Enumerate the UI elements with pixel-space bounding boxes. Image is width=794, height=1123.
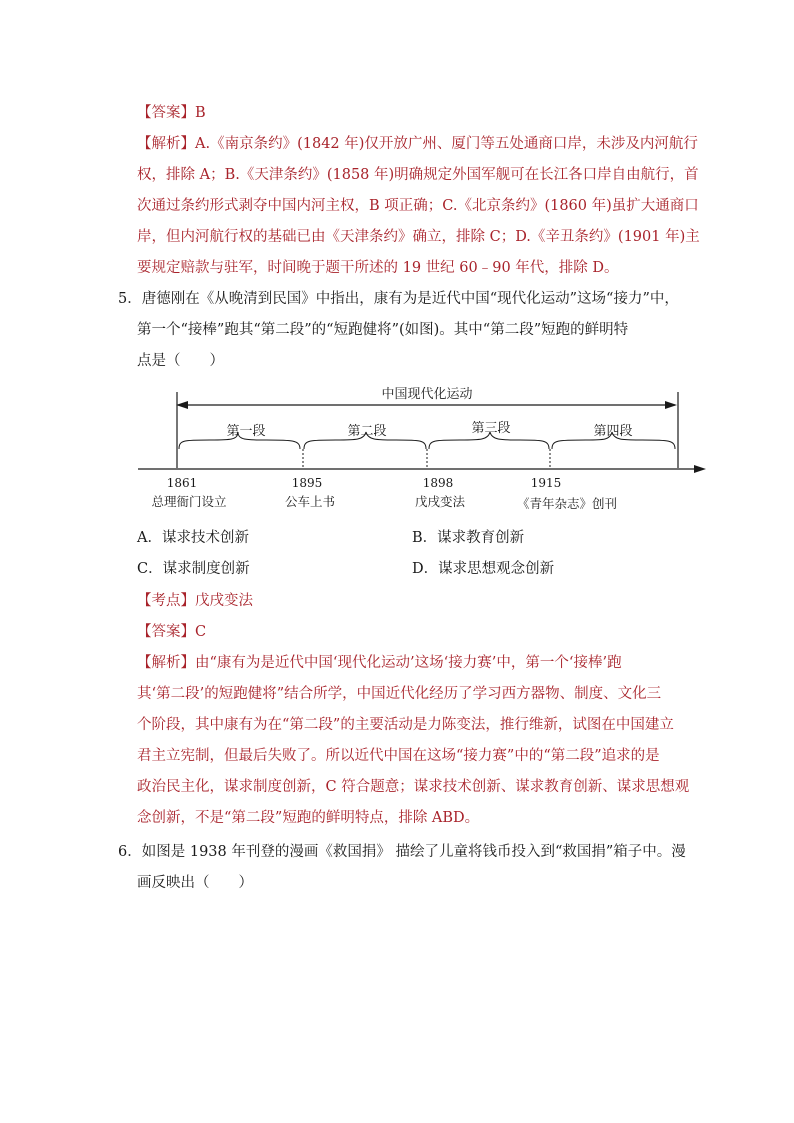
analysis-tag: 【解析】: [137, 136, 195, 152]
option-b[interactable]: B．谋求教育创新: [412, 530, 525, 546]
answer-tag: 【答案】: [137, 105, 195, 121]
right-arrowhead-icon: [665, 401, 677, 409]
q4-analysis-line-2: 权，排除 A；B.《天津条约》(1858 年)明确规定外国军舰可在长江各口岸自由航行，首: [137, 167, 699, 183]
analysis-text: 由“康有为是近代中国‘现代化运动’这场‘接力赛’中，第一个‘接棒’跑: [195, 655, 622, 671]
q5-stem-line-2: 第一个“接棒”跑其“第二段”的“短跑健将”(如图)。其中“第二段”短跑的鲜明特: [137, 322, 629, 338]
q5-analysis-line-3: 个阶段，其中康有为在“第二段”的主要活动是力陈变法，推行维新，试图在中国建立: [137, 717, 674, 733]
segment-label-2: 第二段: [347, 424, 387, 439]
answer-tag: 【答案】: [137, 624, 195, 640]
q5-analysis-line-1: [137, 653, 622, 673]
point-tag: 【考点】: [137, 593, 195, 609]
question-number: 5．: [118, 291, 142, 307]
q4-answer: [137, 103, 206, 123]
year-1915: 1915: [530, 476, 562, 490]
relay-timeline-diagram: [130, 380, 720, 520]
event-zongli-yamen: 总理衙门设立: [151, 494, 227, 509]
q6-stem-line-1: [118, 842, 686, 862]
event-wuxu-bianfa: 戊戌变法: [414, 494, 466, 509]
q5-point: [137, 591, 253, 611]
q4-analysis-line-4: 岸，但内河航行权的基础已由《天津条约》确立，排除 C；D.《辛丑条约》(1901 年)主: [137, 229, 700, 245]
q5-stem-line-1: [118, 289, 679, 309]
q4-analysis-line-3: 次通过条约形式剥夺中国内河主权，B 项正确；C.《北京条约》(1860 年)虽扩大通商口: [137, 198, 699, 214]
event-qingnian-zazhi: 《青年杂志》创刊: [516, 496, 618, 511]
q5-analysis-line-5: 政治民主化，谋求制度创新，C 符合题意；谋求技术创新、谋求教育创新、谋求思想观: [137, 779, 690, 795]
segment-label-1: 第一段: [226, 424, 266, 439]
diagram-title: 中国现代化运动: [381, 387, 473, 402]
q5-answer: [137, 622, 206, 642]
left-arrowhead-icon: [176, 401, 188, 409]
answer-value: C: [195, 624, 207, 640]
axis-arrowhead-icon: [694, 465, 706, 473]
option-c[interactable]: C．谋求制度创新: [137, 561, 250, 577]
analysis-tag: 【解析】: [137, 655, 195, 671]
event-gongche-shangshu: 公车上书: [284, 494, 336, 509]
stem-text: 唐德刚在《从晚清到民国》中指出，康有为是近代中国“现代化运动”这场“接力”中，: [141, 291, 679, 307]
segment-label-4: 第四段: [593, 424, 633, 439]
q5-analysis-line-2: 其‘第二段’的短跑健将”结合所学，中国近代化经历了学习西方器物、制度、文化三: [137, 686, 662, 702]
q4-analysis-line-5: 要规定赔款与驻军，时间晚于题干所述的 19 世纪 60﹣90 年代，排除 D。: [137, 260, 619, 276]
q5-analysis-line-4: 君主立宪制，但最后失败了。所以近代中国在这场“接力赛”中的“第二段”追求的是: [137, 748, 660, 764]
option-d[interactable]: D．谋求思想观念创新: [412, 561, 555, 577]
q4-analysis-line-1: [137, 134, 698, 154]
year-1895: 1895: [291, 476, 323, 490]
q6-stem-line-2: 画反映出（ ）: [137, 875, 253, 891]
option-a[interactable]: A．谋求技术创新: [137, 530, 249, 546]
q5-stem-line-3: 点是（ ）: [137, 353, 224, 369]
year-1898: 1898: [422, 476, 454, 490]
answer-value: B: [195, 105, 206, 121]
question-number: 6．: [118, 844, 142, 860]
q5-analysis-line-6: 念创新，不是“第二段”短跑的鲜明特点，排除 ABD。: [137, 810, 480, 826]
segment-label-3: 第三段: [471, 421, 511, 436]
point-value: 戊戌变法: [195, 593, 253, 609]
year-1861: 1861: [166, 476, 198, 490]
analysis-text: A.《南京条约》(1842 年)仅开放广州、厦门等五处通商口岸，未涉及内河航行: [195, 136, 698, 152]
stem-text: 如图是 1938 年刊登的漫画《救国捐》 描绘了儿童将钱币投入到“救国捐”箱子中。漫: [141, 844, 686, 860]
